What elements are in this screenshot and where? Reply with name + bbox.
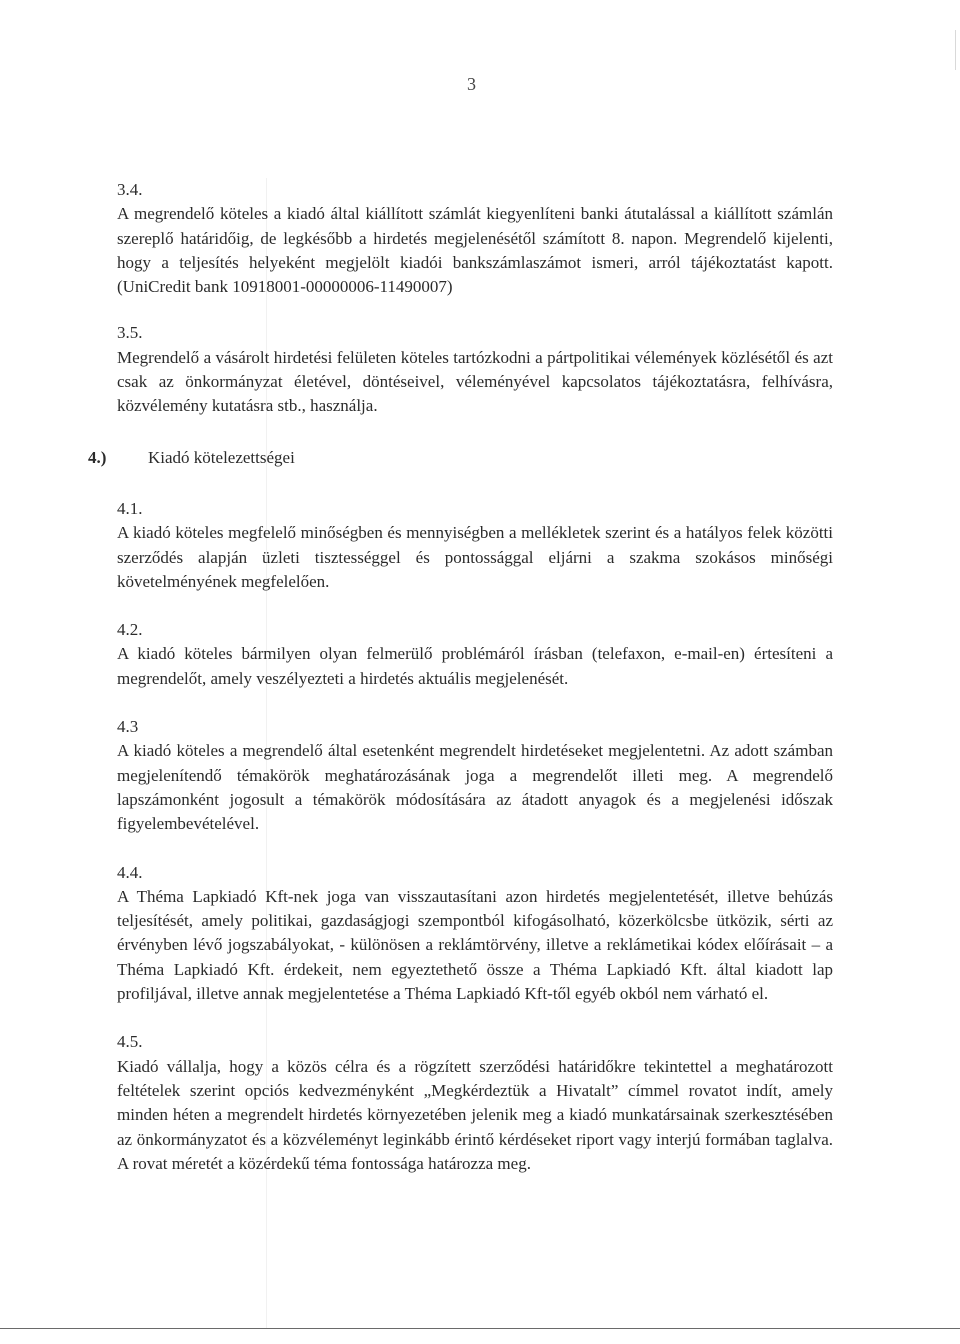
section-number: 4.2. — [117, 620, 143, 640]
section-text: Megrendelő a vásárolt hirdetési felületen köteles tartózkodni a pártpolitikai vélemények közlésétől és azt csak az önkormányzat életével, döntéseivel, véleményével kapcsolatos tájékoztatásra, felhívásra, közvélemény kutatásra stb., használja. — [117, 347, 833, 416]
section-number: 4.5. — [117, 1032, 143, 1052]
page-number: 3 — [467, 74, 476, 94]
section-4-4 — [117, 861, 833, 1007]
section-3-4 — [117, 178, 833, 299]
section-number: 4.4. — [117, 862, 143, 882]
section-number: 4.1. — [117, 498, 143, 518]
section-text: A kiadó köteles a megrendelő által esetenként megrendelt hirdetéseket megjelentetni. Az adott számban megjelenítendő témakörök meghatározásának joga a megrendelőt illeti meg. A megrendelő lapszámonként jogosult a témakörök módosítására az átadott anyagok és a megjelenési időszak figyelembevételével. — [117, 741, 833, 834]
section-4-5 — [117, 1030, 833, 1176]
chapter-heading — [88, 446, 833, 470]
document-body — [88, 178, 833, 1176]
section-text: A kiadó köteles bármilyen olyan felmerülő problémáról írásban (telefaxon, e-mail-en) értesíteni a megrendelőt, amely veszélyezteti a hirdetés aktuális megjelenését. — [117, 644, 833, 688]
scan-edge-mark — [955, 30, 956, 70]
section-number: 3.5. — [117, 323, 143, 343]
section-3-5 — [117, 321, 833, 418]
section-4-3 — [117, 715, 833, 836]
chapter-number: 4.) — [88, 447, 107, 467]
section-4-2 — [117, 618, 833, 691]
section-text: A Théma Lapkiadó Kft-nek joga van visszautasítani azon hirdetés megjelentetését, illetve behúzás teljesítését, amely politikai, gazdaságjogi szempontból kifogásolható, közerkölcsbe ütközik, sérti az érvényben lévő jogszabályokat, - különösen a reklámtörvény, illetve a reklámetikai kódex előírásait – a Théma Lapkiadó Kft. érdekeit, nem egyeztethető össze a Théma Lapkiadó Kft. által kiadott lap profiljával, illetve annak megjelentetése a Théma Lapkiadó Kft-től egyéb okból nem várható el. — [117, 886, 833, 1004]
page-bottom-rule — [0, 1328, 960, 1329]
section-number: 4.3 — [117, 717, 139, 737]
section-text: Kiadó vállalja, hogy a közös célra és a rögzített szerződési határidőkre tekintettel a meghatározott feltételek szerint opciós kedvezményként „Megkérdeztük a Hivatalt” címmel rovatot indít, amely minden héten a megrendelt hirdetés környezetében jelenik meg a kiadó munkatársainak szerkesztésében az önkormányzatot és a közvéleményt leginkább érintő kérdéseket riport vagy interjú formában taglalva. A rovat méretét a közérdekű téma fontossága határozza meg. — [117, 1056, 833, 1173]
chapter-title: Kiadó kötelezettségei — [148, 447, 295, 467]
section-number: 3.4. — [117, 180, 143, 199]
section-text: A megrendelő köteles a kiadó által kiállított számlát kiegyenlíteni banki átutalással a kiállított számlán szereplő határidőig, de legkésőbb a hirdetés megjelenésétől számított 8. napon. Megrendelő kijelenti, hogy a teljesítés helyeként megjelölt kiadói bankszámlaszámot ismeri, arról tájékoztatást kapott. (UniCredit bank 10918001-00000006-11490007) — [117, 204, 833, 297]
section-4-1 — [117, 497, 833, 594]
section-text: A kiadó köteles megfelelő minőségben és mennyiségben a mellékletek szerint és a hatályos felek közötti szerződés alapján üzleti tisztességgel és pontossággal eljárni a szakma szokásos minőségi követelményének megfelelően. — [117, 523, 833, 591]
